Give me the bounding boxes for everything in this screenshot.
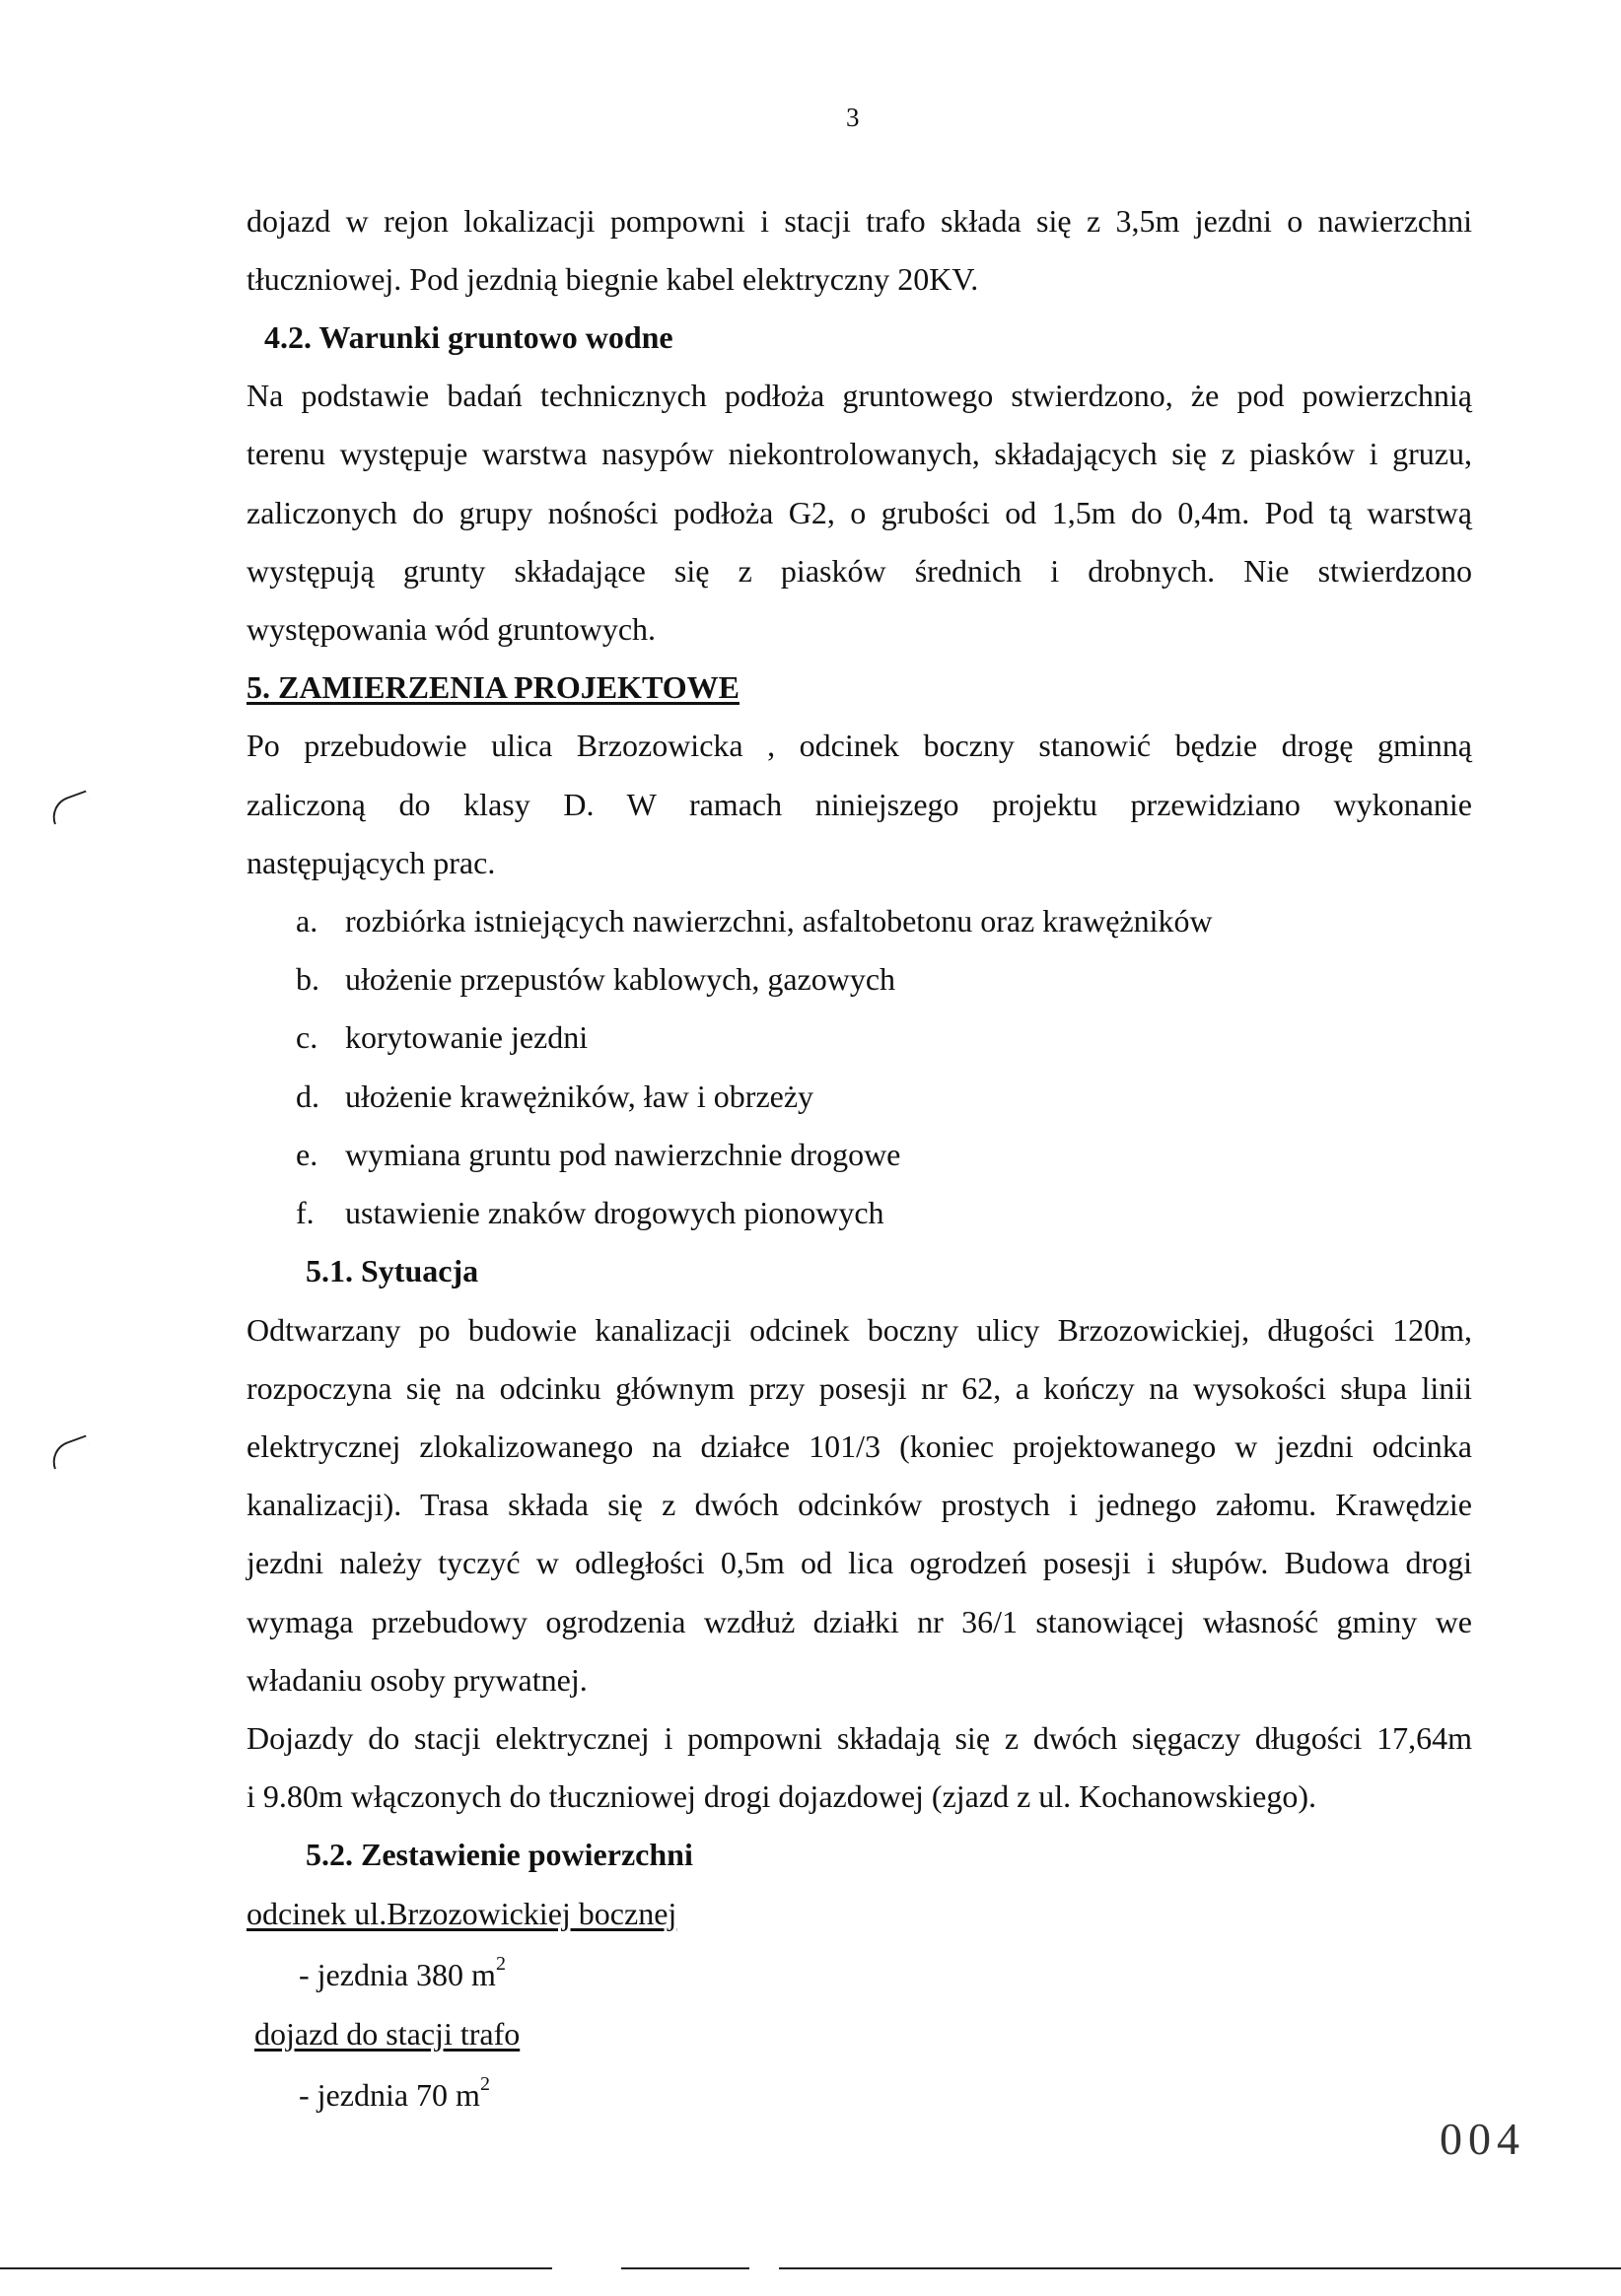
list-letter: a. — [296, 903, 318, 939]
paragraph-line: rozpoczyna się na odcinku głównym przy posesji nr 62, a kończy na wysokości słupa linii — [247, 1370, 1472, 1406]
list-text: rozbiórka istniejących nawierzchni, asfaltobetonu oraz krawężników — [345, 903, 1213, 939]
paragraph-line: i 9.80m włączonych do tłuczniowej drogi dojazdowej (zjazd z ul. Kochanowskiego). — [247, 1778, 1316, 1814]
list-letter: b. — [296, 961, 319, 997]
surface-item — [299, 2075, 1524, 2115]
list-text: korytowanie jezdni — [345, 1019, 589, 1055]
paragraph-line: występują grunty składające się z piasków średnich i drobnych. Nie stwierdzono — [247, 553, 1472, 589]
page-number: 3 — [846, 103, 860, 132]
list-text: ułożenie krawężników, ław i obrzeży — [345, 1078, 814, 1114]
list-item — [296, 1135, 900, 1174]
paragraph-line: władaniu osoby prywatnej. — [247, 1662, 588, 1698]
paragraph-line: następujących prac. — [247, 845, 496, 880]
paragraph-line: zaliczonych do grupy nośności podłoża G2, o grubości od 1,5m do 0,4m. Pod tą warstwą — [247, 495, 1472, 530]
subheading-odcinek: odcinek ul.Brzozowickiej bocznej — [247, 1896, 677, 1931]
paragraph-line: wymaga przebudowy ogrodzenia wzdłuż działki nr 36/1 stanowiącej własność gminy we — [247, 1604, 1472, 1639]
paragraph-line: Odtwarzany po budowie kanalizacji odcinek boczny ulicy Brzozowickiej, długości 120m, — [247, 1312, 1472, 1348]
section-heading-5: 5. ZAMIERZENIA PROJEKTOWE — [247, 669, 740, 705]
paragraph-line: zaliczoną do klasy D. W ramach niniejszego projektu przewidziano wykonanie — [247, 787, 1472, 822]
paragraph-line: tłuczniowej. Pod jezdnią biegnie kabel elektryczny 20KV. — [247, 261, 979, 297]
list-text: ułożenie przepustów kablowych, gazowych — [345, 961, 896, 997]
list-item — [296, 901, 1213, 940]
page-stamp: 004 — [1440, 2114, 1525, 2164]
list-letter: f. — [296, 1195, 315, 1230]
list-text: wymiana gruntu pod nawierzchnie drogowe — [345, 1137, 901, 1172]
paragraph-line: kanalizacji). Trasa składa się z dwóch odcinków prostych i jednego załomu. Krawędzie — [247, 1487, 1472, 1522]
paragraph-line: jezdni należy tyczyć w odległości 0,5m od lica ogrodzeń posesji i słupów. Budowa drogi — [247, 1545, 1472, 1580]
section-heading-4-2: 4.2. Warunki gruntowo wodne — [264, 319, 673, 355]
margin-mark — [47, 790, 94, 824]
list-item — [296, 1017, 588, 1057]
bottom-rule — [621, 2267, 749, 2269]
paragraph-line: terenu występuje warstwa nasypów niekontrolowanych, składających się z piasków i gruzu, — [247, 436, 1472, 471]
list-text: ustawienie znaków drogowych pionowych — [345, 1195, 884, 1230]
margin-mark — [47, 1434, 94, 1469]
paragraph-line: elektrycznej zlokalizowanego na działce 101/3 (koniec projektowanego w jezdni odcinka — [247, 1428, 1472, 1464]
paragraph-line: występowania wód gruntowych. — [247, 611, 657, 647]
list-item — [296, 959, 895, 999]
list-letter: d. — [296, 1078, 319, 1114]
paragraph-line: Na podstawie badań technicznych podłoża gruntowego stwierdzono, że pod powierzchnią — [247, 378, 1472, 413]
bottom-rule — [779, 2267, 1621, 2269]
paragraph-line: Dojazdy do stacji elektrycznej i pompowni składają się z dwóch sięgaczy długości 17,64m — [247, 1720, 1472, 1756]
superscript: 2 — [479, 2073, 490, 2096]
subheading-dojazd: dojazd do stacji trafo — [254, 2016, 521, 2052]
list-letter: e. — [296, 1137, 318, 1172]
surface-item-text: - jezdnia 380 m — [299, 1957, 496, 1992]
surface-item — [299, 1955, 1524, 1994]
bottom-rule — [0, 2267, 552, 2269]
list-item — [296, 1077, 813, 1116]
section-heading-5-2: 5.2. Zestawienie powierzchni — [306, 1837, 693, 1872]
list-item — [296, 1193, 884, 1232]
paragraph-line: Po przebudowie ulica Brzozowicka , odcinek boczny stanowić będzie drogę gminną — [247, 728, 1472, 763]
paragraph-line: dojazd w rejon lokalizacji pompowni i stacji trafo składa się z 3,5m jezdni o nawierzchni — [247, 203, 1472, 239]
list-letter: c. — [296, 1019, 318, 1055]
section-heading-5-1: 5.1. Sytuacja — [306, 1253, 479, 1288]
surface-item-text: - jezdnia 70 m — [299, 2077, 480, 2113]
superscript: 2 — [495, 1953, 506, 1976]
